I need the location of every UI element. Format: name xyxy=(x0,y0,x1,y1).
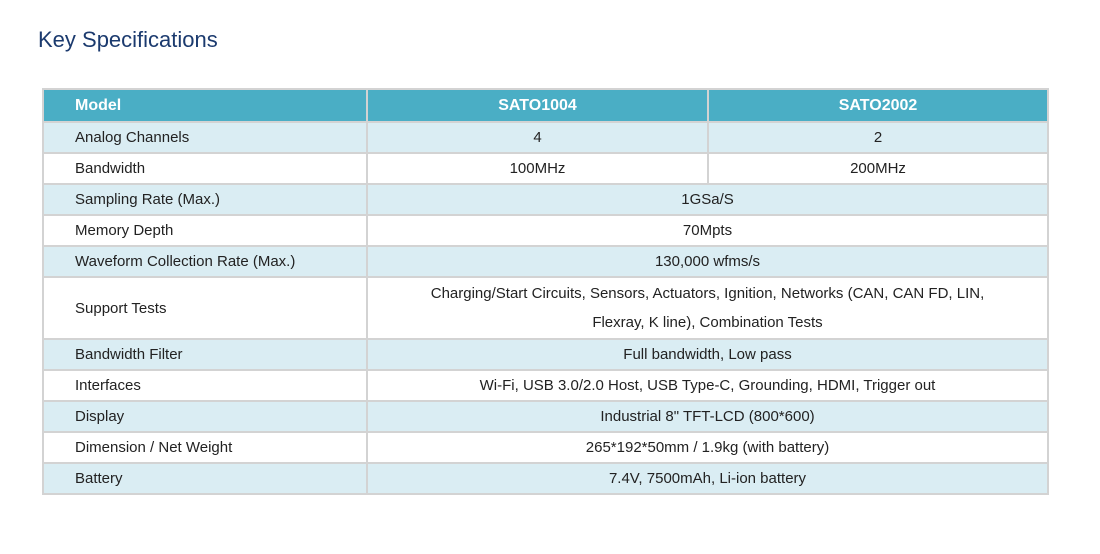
header-model: Model xyxy=(43,89,367,122)
row-label: Memory Depth xyxy=(43,215,367,246)
row-label: Battery xyxy=(43,463,367,494)
table-row xyxy=(43,184,1048,215)
table-row xyxy=(43,122,1048,153)
row-value xyxy=(367,277,1048,339)
row-value: 7.4V, 7500mAh, Li-ion battery xyxy=(367,463,1048,494)
row-value: Full bandwidth, Low pass xyxy=(367,339,1048,370)
table-row xyxy=(43,432,1048,463)
specifications-table xyxy=(42,88,1049,495)
table-row xyxy=(43,246,1048,277)
table-row xyxy=(43,153,1048,184)
header-sato1004: SATO1004 xyxy=(367,89,708,122)
row-label: Support Tests xyxy=(43,277,367,339)
page-title: Key Specifications xyxy=(38,27,218,52)
table-row xyxy=(43,215,1048,246)
row-value: 1GSa/S xyxy=(367,184,1048,215)
row-value: 70Mpts xyxy=(367,215,1048,246)
table-header-row xyxy=(43,89,1048,122)
row-label: Bandwidth Filter xyxy=(43,339,367,370)
row-label: Display xyxy=(43,401,367,432)
row-value: 265*192*50mm / 1.9kg (with battery) xyxy=(367,432,1048,463)
row-value: 130,000 wfms/s xyxy=(367,246,1048,277)
row-value: 200MHz xyxy=(708,153,1048,184)
row-value: Wi-Fi, USB 3.0/2.0 Host, USB Type-C, Grounding, HDMI, Trigger out xyxy=(367,370,1048,401)
row-label: Interfaces xyxy=(43,370,367,401)
row-value: 100MHz xyxy=(367,153,708,184)
row-value: 4 xyxy=(367,122,708,153)
row-value: 2 xyxy=(708,122,1048,153)
row-label: Analog Channels xyxy=(43,122,367,153)
row-label: Dimension / Net Weight xyxy=(43,432,367,463)
row-value: Industrial 8" TFT-LCD (800*600) xyxy=(367,401,1048,432)
support-tests-text: Charging/Start Circuits, Sensors, Actuators, Ignition, Networks (CAN, CAN FD, LIN, Flexray, K line), Combination Tests xyxy=(430,285,985,331)
table-row xyxy=(43,401,1048,432)
header-sato2002: SATO2002 xyxy=(708,89,1048,122)
table-row xyxy=(43,370,1048,401)
table-row xyxy=(43,277,1048,339)
row-label: Waveform Collection Rate (Max.) xyxy=(43,246,367,277)
row-label: Sampling Rate (Max.) xyxy=(43,184,367,215)
table-row xyxy=(43,339,1048,370)
table-row xyxy=(43,463,1048,494)
row-label: Bandwidth xyxy=(43,153,367,184)
